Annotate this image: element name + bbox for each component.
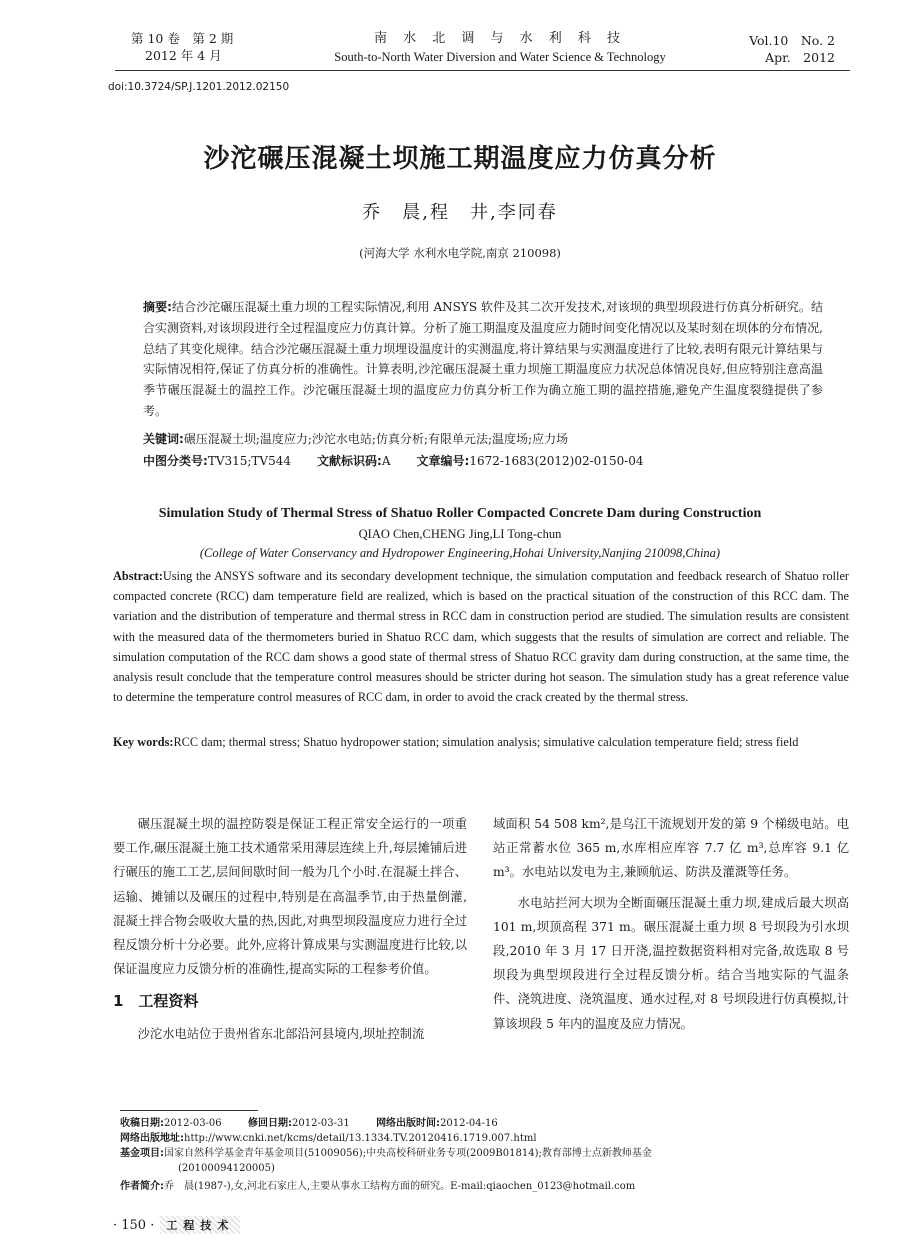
online-label: 网络出版时间: [376,1118,441,1129]
title-en: Simulation Study of Thermal Stress of Shatuo Roller Compacted Concrete Dam during Construction [158,506,762,521]
online-url[interactable]: http://www.cnki.net/kcms/detail/13.1334.TV.20120416.1719.007.html [184,1133,537,1144]
revised-label: 修回日期: [248,1118,293,1129]
title-cn: 沙沱碾压混凝土坝施工期温度应力仿真分析 [203,144,717,174]
page-number: · 150 · [113,1218,155,1233]
dates-line [120,1116,850,1131]
project-paragraph-start: 沙沱水电站位于贵州省东北部沿河县境内,坝址控制流 [137,1026,425,1041]
author-bio-label: 作者简介: [120,1181,164,1192]
authors-cn: 乔 晨,程 井,李同春 [362,202,558,223]
doc-code-label: 文献标识码: [317,454,382,468]
classification-cn [143,452,823,469]
clc-label: 中图分类号: [143,454,208,468]
header-center [300,30,700,66]
keywords-en-label: Key words: [113,735,174,749]
abstract-cn-label: 摘要: [143,300,172,314]
journal-name-cn: 南 水 北 调 与 水 利 科 技 [373,31,627,46]
clc-value: TV315;TV544 [207,454,292,468]
footnote-rule [120,1110,258,1111]
volume-issue-en: Vol.10 No. 2 [749,33,835,48]
body-column-right [493,812,849,1036]
article-number-label: 文章编号: [416,454,470,468]
doi: doi:10.3724/SP.J.1201.2012.02150 [108,81,290,93]
affiliation-en: (College of Water Conservancy and Hydropower Engineering,Hohai University,Nanjing 210098,China) [199,546,721,560]
date-cn: 2012 年 4 月 [145,48,222,63]
abstract-en-label: Abstract: [113,569,163,583]
keywords-en-text: RCC dam; thermal stress; Shatuo hydropower station; simulation analysis; simulative calculation temperature field; stress field [173,735,799,749]
project-paragraph-cont: 域面积 54 508 km²,是乌江干流规划开发的第 9 个梯级电站。电站正常蓄水位 365 m,水库相应库容 7.7 亿 m³,总库容 9.1 亿 m³。水电站以发电为主,兼顾航运、防洪及灌溉等任务。 [493,817,849,880]
date-en: Apr. 2012 [765,50,835,65]
body-column-left [113,812,467,1046]
fund-line [120,1146,850,1161]
dam-paragraph: 水电站拦河大坝为全断面碾压混凝土重力坝,建成后最大坝高 101 m,坝顶高程 371 m。碾压混凝土重力坝 8 号坝段为引水坝段,2010 年 3 月 17 日开浇,温控数据资料相对完备,故选取 8 号坝段为典型坝段进行全过程反馈分析。结合当地实际的气温条件、浇筑进度、浇筑温度、通水过程,对 8 号坝段进行仿真模拟,计算该坝段 5 年内的温度及应力情况。 [493,895,849,1031]
fund-line-cont: (20100094120005) [178,1163,275,1174]
volume-issue-cn: 第 10 卷 第 2 期 [131,31,234,46]
doc-code-value: A [381,454,391,468]
keywords-cn [143,430,823,447]
abstract-en [113,566,849,707]
article-number-value: 1672-1683(2012)02-0150-04 [469,454,644,468]
affiliation-cn: (河海大学 水利水电学院,南京 210098) [359,246,561,260]
fund-label: 基金项目: [120,1148,164,1159]
online-date: 2012-04-16 [440,1118,498,1129]
authors-en: QIAO Chen,CHENG Jing,LI Tong-chun [358,527,562,541]
keywords-en [113,732,849,752]
header-rule [115,70,850,71]
page-footer [113,1216,240,1234]
received-label: 收稿日期: [120,1118,164,1129]
section-heading: 1 工程资料 [113,992,199,1011]
abstract-en-text: Using the ANSYS software and its secondary development technique, the simulation computation and feedback research of Shatuo roller compacted concrete (RCC) dam temperature field are realized, which is based on the practical situation of the construction of this RCC dam. The variation and the distribution of temperature and thermal stress in RCC dam in construction period are studied. The simulation results are consistent with the measured data of the thermometers buried in Shatuo RCC dam, which suggests that the results of simulation are correct and reliable. The simulation computation of the RCC dam shows a good state of thermal stress of Shatuo RCC gravity dam during construction, at the same time, the analysis result conclude that the temperature control measures should be stricter during hot season. The simulation study has a great reference value to determine the temperature control measures of RCC dam, in order to avoid the crack created by the thermal stress. [113,569,849,705]
journal-name-en: South-to-North Water Diversion and Water Science & Technology [334,50,666,64]
fund-text: 国家自然科学基金青年基金项目(51009056);中央高校科研业务专项(2009B01814);教育部博士点新教师基金 [164,1148,652,1159]
author-bio-text: 乔 晨(1987-),女,河北石家庄人,主要从事水工结构方面的研究。E-mail:qiaochen_0123@hotmail.com [164,1181,636,1192]
keywords-cn-text: 碾压混凝土坝;温度应力;沙沱水电站;仿真分析;有限单元法;温度场;应力场 [183,432,569,446]
keywords-cn-label: 关键词: [143,432,184,446]
url-label: 网络出版地址: [120,1133,184,1144]
header-right [749,32,835,66]
author-bio-line [120,1179,850,1194]
header-left [131,30,233,64]
url-line [120,1131,850,1146]
received-date: 2012-03-06 [164,1118,222,1129]
abstract-cn [143,297,823,422]
footer-journal-section: 工程技术 [160,1216,240,1234]
footnotes [120,1116,850,1194]
abstract-cn-text: 结合沙沱碾压混凝土重力坝的工程实际情况,利用 ANSYS 软件及其二次开发技术,对该坝的典型坝段进行仿真分析研究。结合实测资料,对该坝段进行全过程温度应力仿真计算。分析了施工期温度及温度应力随时间变化情况以及某时刻在坝体的分布情况,总结了其变化规律。结合沙沱碾压混凝土重力坝埋设温度计的实测温度,将计算结果与实测温度进行了比较,表明有限元计算结果与实际情况相符,保证了仿真分析的准确性。计算表明,沙沱碾压混凝土重力坝施工期温度应力状况总体情况良好,但应特别注意高温季节碾压混凝土的温控工作。沙沱碾压混凝土坝的温度应力仿真分析工作为确立施工期的温控措施,避免产生温度裂缝提供了参考。 [143,300,823,418]
revised-date: 2012-03-31 [292,1118,350,1129]
intro-paragraph: 碾压混凝土坝的温控防裂是保证工程正常安全运行的一项重要工作,碾压混凝土施工技术通常采用薄层连续上升,每层摊铺后进行碾压的施工工艺,层间间歇时间一般为几个小时.在混凝土拌合、运输、摊铺以及碾压的过程中,特别是在高温季节,由于热量倒灌,混凝土拌合物会吸收大量的热,因此,对典型坝段温度应力进行全过程反馈分析十分必要。此外,应将计算成果与实测温度进行比较,以保证温度应力反馈分析的准确性,提高实际的工程参考价值。 [113,817,467,977]
